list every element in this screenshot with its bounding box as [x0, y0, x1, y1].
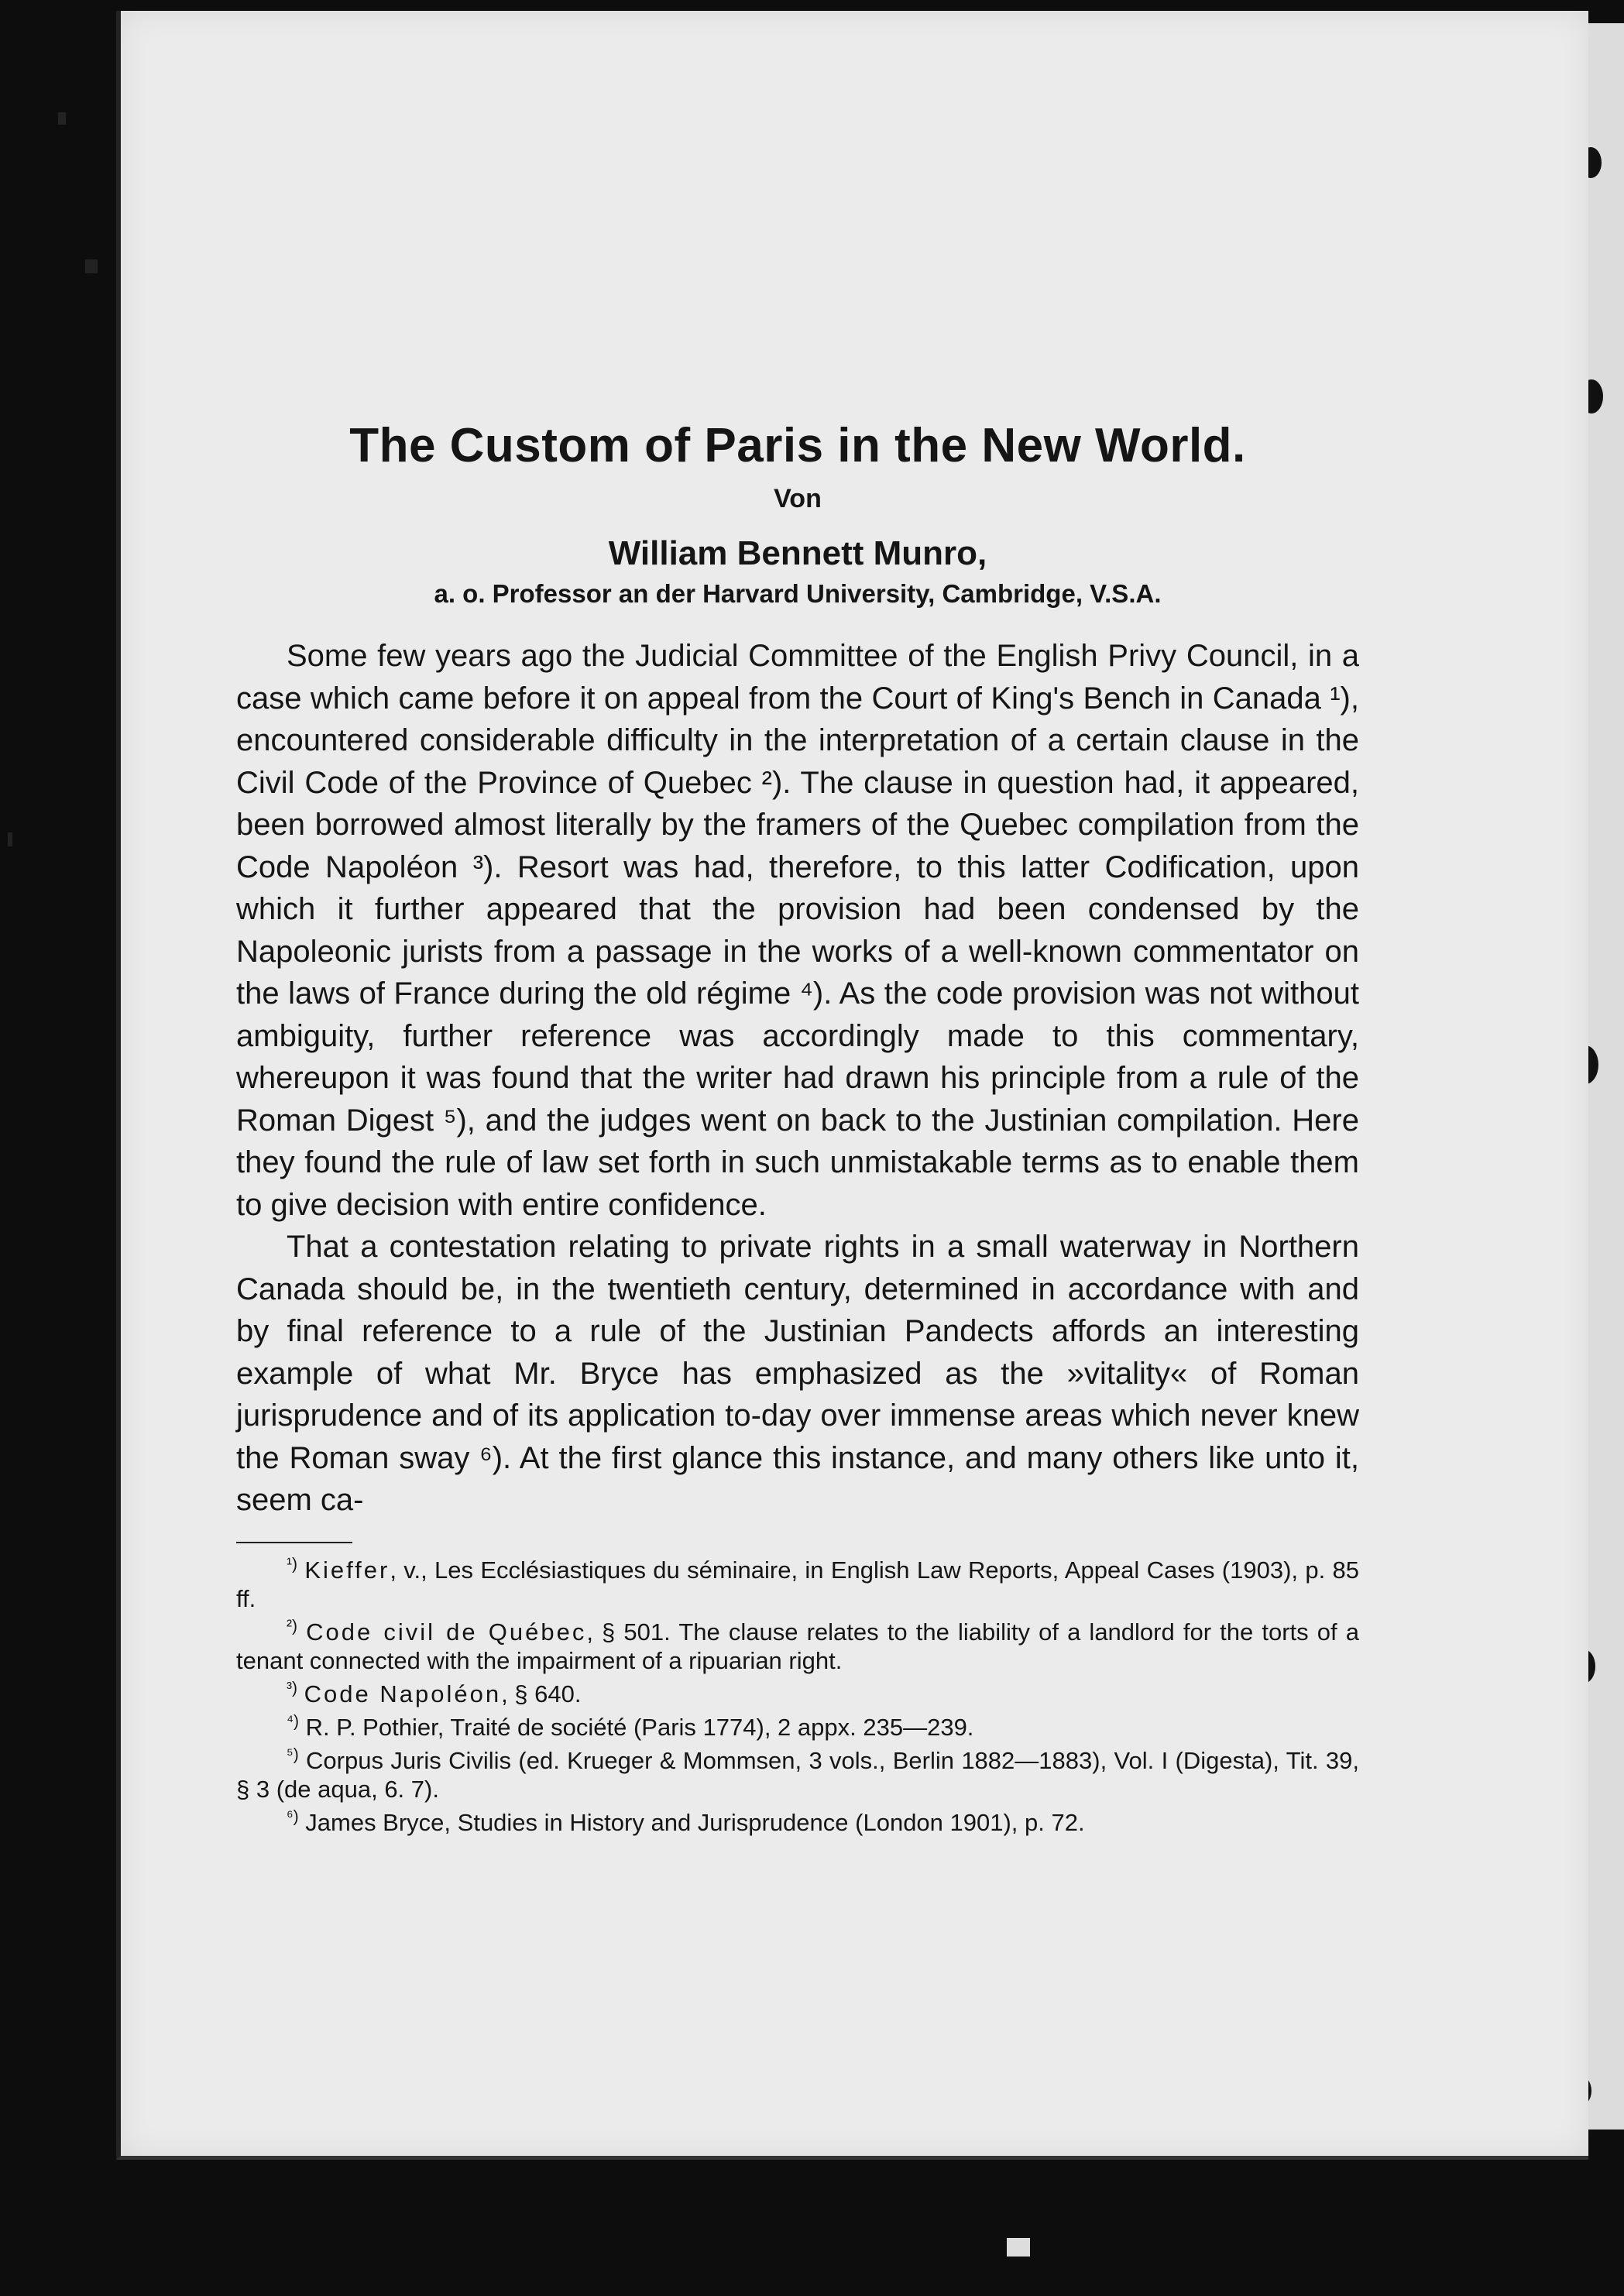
- byline-von: Von: [774, 484, 822, 513]
- footnote-item: [236, 1556, 1359, 1613]
- footnotes-list: [236, 1556, 1359, 1837]
- scan-speck: [58, 112, 66, 125]
- footnote-marker: ⁵): [287, 1745, 299, 1764]
- footnote-marker: ²): [287, 1617, 297, 1635]
- footnote-item: [236, 1746, 1359, 1804]
- footnote-emphasis: Code civil de Québec: [306, 1618, 587, 1646]
- footnote-marker: ⁴): [287, 1712, 300, 1731]
- footnote-text: , § 501. The clause relates to the liability of a landlord for the torts of a tenant connected with the impairment of a ripuarian right.: [236, 1618, 1359, 1674]
- footnote-item: [236, 1618, 1359, 1675]
- author-name: William Bennett Munro,: [608, 534, 987, 572]
- body-paragraph: That a contestation relating to private rights in a small waterway in Northern Canada should be, in the twentieth century, determined in accordance with and by final reference to a rule of the Justinian Pandects affords an interesting example of what Mr. Bryce has emphasized as the »vitality« of Roman jurisprudence and of its application to-day over immense areas which never knew the Roman sway ⁶). At the first glance this instance, and many others like unto it, seem ca-: [236, 1230, 1359, 1517]
- footnote-marker: ³): [287, 1679, 297, 1697]
- scan-speck: [8, 832, 12, 846]
- footnote-text: (London 1901), p. 72.: [848, 1808, 1085, 1836]
- body-paragraph: Some few years ago the Judicial Committee of the English Privy Council, in a case which came before it on appeal from the Court of King's Bench in Canada ¹), encountered considerable difficulty in the interpretation of a certain clause in the Civil Code of the Province of Quebec ²). The clause in question had, it appeared, been borrowed almost literally by the framers of the Quebec compilation from the Code Napoléon ³). Resort was had, therefore, to this latter Codification, upon which it further appeared that the provision had been condensed by the Napoleonic jurists from a passage in the works of a well-known commentator on the laws of France during the old régime ⁴). As the code provision was not without ambiguity, further reference was accordingly made to this commentary, whereupon it was found that the writer had drawn his principle from a rule of the Roman Digest ⁵), and the judges went on back to the Justinian compilation. Here they found the rule of law set forth in such unmistakable terms as to enable them to give decision with entire confidence.: [236, 639, 1359, 1222]
- scan-speck: [85, 259, 98, 273]
- footnote-divider: [236, 1542, 352, 1543]
- footnote-marker: ¹): [287, 1555, 297, 1574]
- author-affiliation: a. o. Professor an der Harvard University, Cambridge, V.S.A.: [434, 579, 1162, 608]
- footnote-item: [236, 1713, 1359, 1742]
- footnote-emphasis: Code Napoléon: [304, 1680, 502, 1707]
- footnote-marker: ⁶): [287, 1807, 299, 1826]
- footnote-emphasis: Corpus Juris Civilis: [306, 1746, 512, 1774]
- article-title: The Custom of Paris in the New World.: [349, 419, 1246, 472]
- footnote-emphasis: R. P. Pothier: [305, 1713, 438, 1741]
- footnote-text: , v., Les Ecclésiastiques du séminaire, in English Law Reports, Appeal Cases (1903), p. 85 ff.: [236, 1556, 1359, 1612]
- article-content: [236, 418, 1359, 1841]
- footnote-text: , § 640.: [501, 1680, 582, 1707]
- footnote-emphasis: Kieffer: [304, 1556, 390, 1584]
- footnote-emphasis: James Bryce, Studies in History and Jurisprudence: [305, 1808, 849, 1836]
- footnote-item: [236, 1680, 1359, 1708]
- scan-speck: [1007, 2238, 1030, 2257]
- footnote-text: (ed. Krueger & Mommsen, 3 vols., Berlin 1882—1883), Vol. I (Digesta), Tit. 39, § 3 (de aqua, 6. 7).: [236, 1746, 1360, 1803]
- footnote-item: [236, 1808, 1359, 1837]
- footnote-text: , Traité de société (Paris 1774), 2 appx. 235—239.: [437, 1713, 974, 1741]
